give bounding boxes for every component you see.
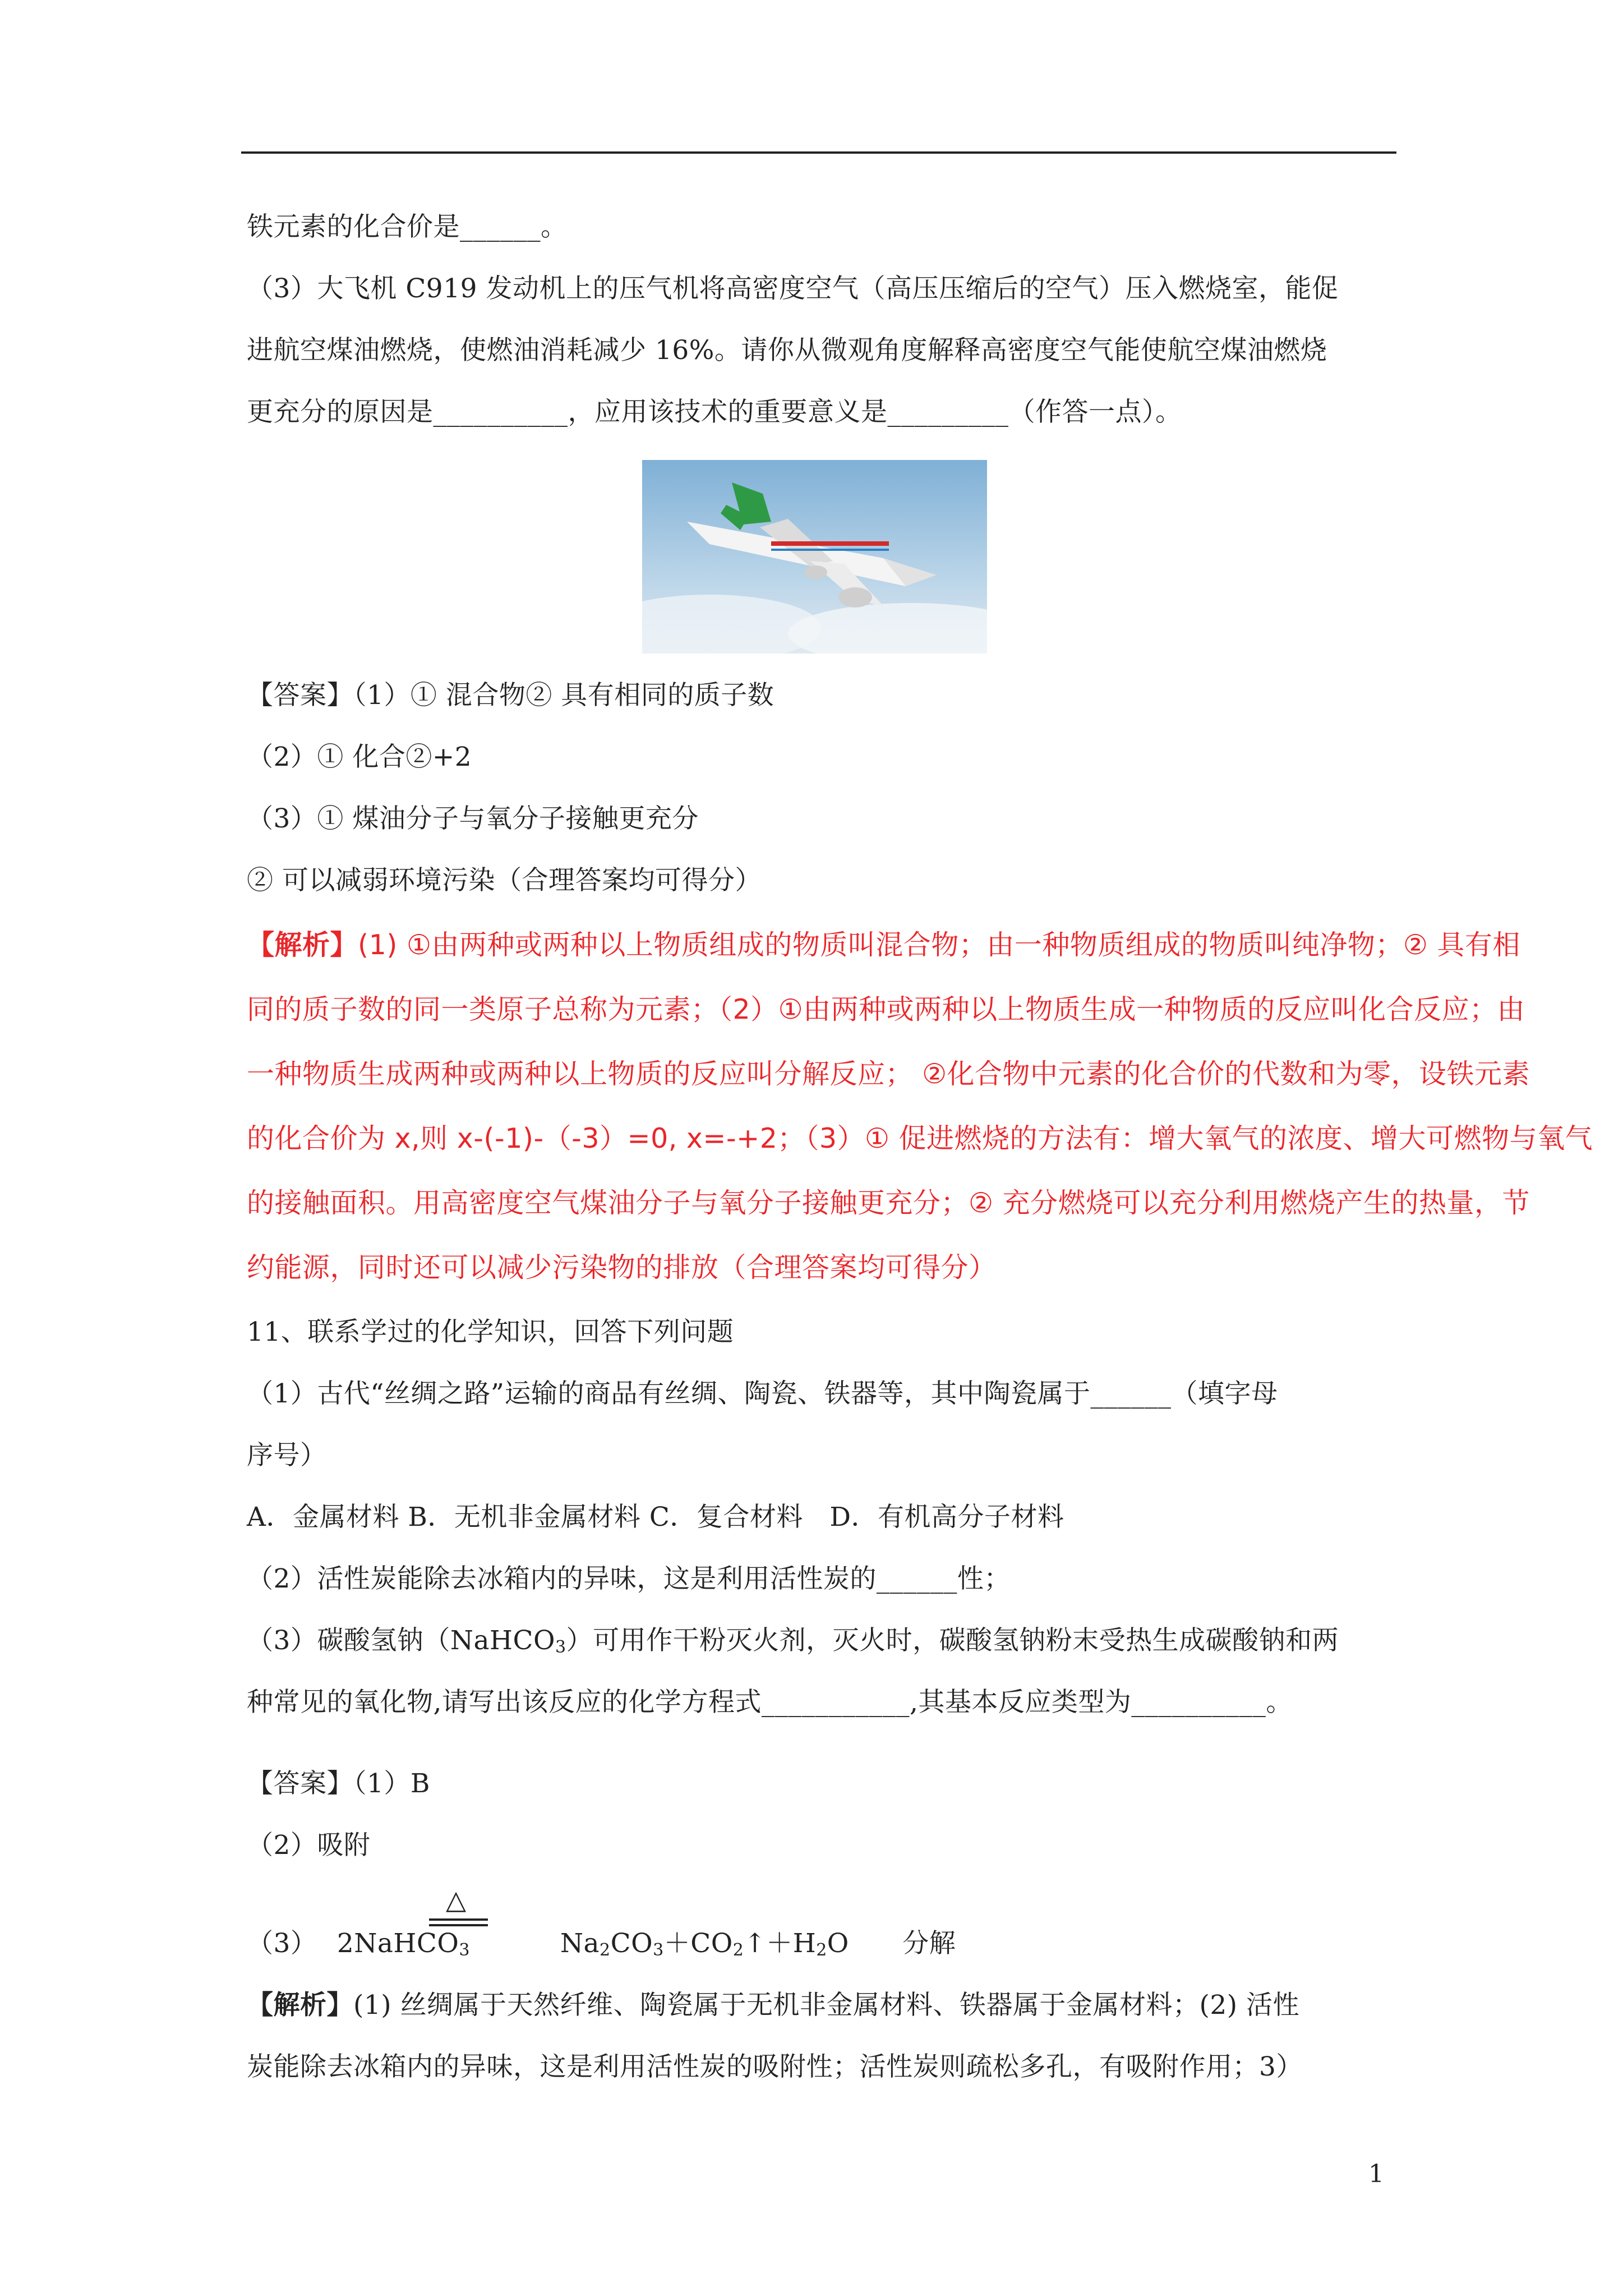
analysis-line: 【解析】(1) 丝绸属于天然纤维、陶瓷属于无机非金属材料、铁器属于金属材料；(2) 活性: [247, 1990, 1300, 2021]
answer-line: 【答案】（1）B: [247, 1768, 430, 1799]
equation-bar: [429, 1924, 488, 1926]
airplane-image: [642, 460, 987, 654]
heat-condition-symbol: △: [446, 1885, 467, 1916]
analysis-line: 同的质子数的同一类原子总称为元素；（2）①由两种或两种以上物质生成一种物质的反应叫化合反应；由: [247, 993, 1525, 1025]
analysis-line: 的化合价为 x,则 x-(-1)-（-3）=0, x=-+2；（3）① 促进燃烧的方法有：增大氧气的浓度、增大可燃物与氧气: [247, 1122, 1593, 1154]
question-line: 种常见的氧化物,请写出该反应的化学方程式___________,其基本反应类型为__________。: [247, 1687, 1293, 1718]
answer-line: （2）① 化合②+2: [247, 742, 472, 772]
analysis-line: 炭能除去冰箱内的异味，这是利用活性炭的吸附性；活性炭则疏松多孔，有吸附作用；3）: [247, 2051, 1303, 2082]
question-line: 序号）: [247, 1440, 327, 1471]
answer-line: （3）① 煤油分子与氧分子接触更充分: [247, 803, 699, 834]
answer-line: （2）吸附: [247, 1830, 371, 1861]
answer-line: 【答案】（1）① 混合物② 具有相同的质子数: [247, 680, 774, 711]
text-line: 进航空煤油燃烧，使燃油消耗减少 16%。请你从微观角度解释高密度空气能使航空煤油燃烧: [247, 335, 1327, 366]
header-rule: [241, 151, 1396, 154]
equation-bar: [429, 1918, 488, 1921]
page-number: 1: [1368, 2160, 1384, 2188]
text-line: （3）大飞机 C919 发动机上的压气机将高密度空气（高压压缩后的空气）压入燃烧室，能促: [247, 273, 1339, 304]
question-line: （3）碳酸氢钠（NaHCO$_3$）可用作干粉灭火剂，灭火时，碳酸氢钠粉末受热生成碳酸钠和两: [247, 1625, 1339, 1657]
analysis-line: 【解析】(1) ①由两种或两种以上物质组成的物质叫混合物；由一种物质组成的物质叫纯净物；② 具有相: [247, 929, 1520, 961]
text-line: 更充分的原因是__________，应用该技术的重要意义是_________（作答一点）。: [247, 397, 1182, 427]
question-line: （1）古代“丝绸之路”运输的商品有丝绸、陶瓷、铁器等，其中陶瓷属于______（填字母: [247, 1378, 1278, 1409]
text-line: 铁元素的化合价是______。: [247, 211, 568, 242]
analysis-line: 约能源，同时还可以减少污染物的排放（合理答案均可得分）: [247, 1251, 997, 1283]
analysis-line: 一种物质生成两种或两种以上物质的反应叫分解反应； ②化合物中元素的化合价的代数和为零，设铁元素: [247, 1058, 1530, 1090]
answer-line: ② 可以减弱环境污染（合理答案均可得分）: [247, 865, 762, 896]
options-line: A．金属材料 B．无机非金属材料 C．复合材料 D．有机高分子材料: [247, 1502, 1064, 1533]
question-line: （2）活性炭能除去冰箱内的异味，这是利用活性炭的______性；: [247, 1563, 1011, 1594]
analysis-line: 的接触面积。用高密度空气煤油分子与氧分子接触更充分；② 充分燃烧可以充分利用燃烧产生的热量，节: [247, 1187, 1530, 1219]
equation-line: （3） 2NaHCO$_3$ $Na_2CO_3+CO_2↑+H_2O$ 分解: [247, 1928, 956, 1960]
question-title: 11、联系学过的化学知识，回答下列问题: [247, 1317, 734, 1347]
